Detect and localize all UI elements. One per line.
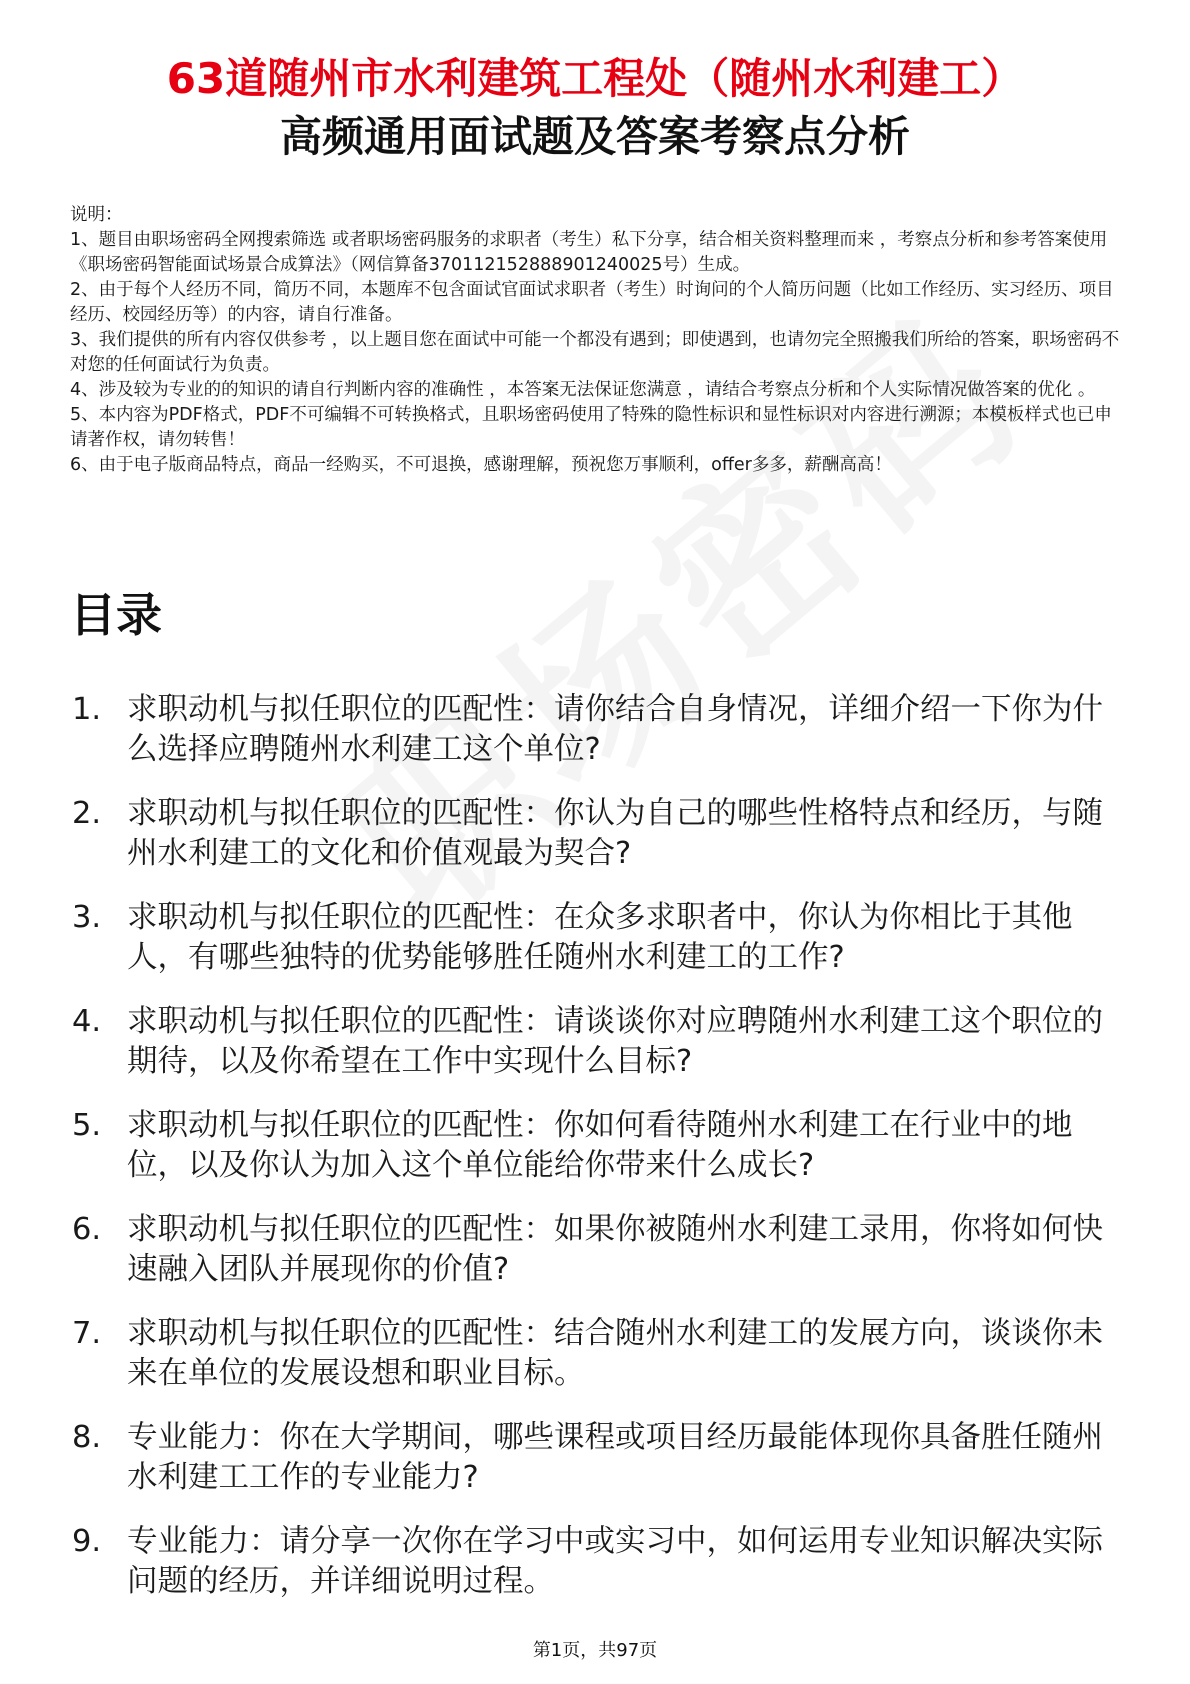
toc-item[interactable]	[72, 1002, 1132, 1082]
toc-item-text: 求职动机与拟任职位的匹配性：如果你被随州水利建工录用，你将如何快速融入团队并展现你的价值?	[127, 1212, 1103, 1287]
toc-item-number: 8.	[72, 1420, 102, 1455]
toc-item[interactable]	[72, 1522, 1132, 1602]
toc-list	[72, 690, 1132, 1626]
toc-item[interactable]	[72, 1210, 1132, 1290]
note-item: 6、由于电子版商品特点，商品一经购买，不可退换，感谢理解，预祝您万事顺利，offer多多，薪酬高高！	[70, 455, 892, 475]
page-title	[60, 50, 1130, 166]
toc-item[interactable]	[72, 898, 1132, 978]
toc-item-number: 7.	[72, 1316, 102, 1351]
toc-item-number: 4.	[72, 1004, 102, 1039]
title-line-1: 63道随州市水利建筑工程处（随州水利建工）	[166, 54, 1024, 103]
toc-heading: 目录	[70, 588, 162, 642]
toc-item-number: 1.	[72, 692, 102, 727]
toc-item-number: 2.	[72, 796, 102, 831]
toc-item-text: 求职动机与拟任职位的匹配性：你如何看待随州水利建工在行业中的地位，以及你认为加入这个单位能给你带来什么成长?	[127, 1108, 1073, 1183]
toc-item-number: 6.	[72, 1212, 102, 1247]
toc-item-number: 5.	[72, 1108, 102, 1143]
toc-item-text: 求职动机与拟任职位的匹配性：你认为自己的哪些性格特点和经历，与随州水利建工的文化和价值观最为契合?	[127, 796, 1103, 871]
note-item: 3、我们提供的所有内容仅供参考 ，以上题目您在面试中可能一个都没有遇到；即使遇到，也请勿完全照搬我们所给的答案，职场密码不对您的任何面试行为负责。	[70, 330, 1120, 375]
toc-item-text: 求职动机与拟任职位的匹配性：请你结合自身情况，详细介绍一下你为什么选择应聘随州水利建工这个单位?	[127, 692, 1103, 767]
toc-item[interactable]	[72, 1418, 1132, 1498]
title-line-2: 高频通用面试题及答案考察点分析	[279, 112, 910, 161]
toc-item-text: 专业能力：你在大学期间，哪些课程或项目经历最能体现你具备胜任随州水利建工工作的专业能力?	[127, 1420, 1103, 1495]
toc-item-text: 求职动机与拟任职位的匹配性：请谈谈你对应聘随州水利建工这个职位的期待，以及你希望在工作中实现什么目标?	[127, 1004, 1103, 1079]
note-item: 4、涉及较为专业的的知识的请自行判断内容的准确性 ，本答案无法保证您满意 ，请结合考察点分析和个人实际情况做答案的优化 。	[70, 380, 1096, 400]
page-number: 第1页，共97页	[532, 1640, 658, 1661]
toc-item-text: 专业能力：请分享一次你在学习中或实习中，如何运用专业知识解决实际问题的经历，并详细说明过程。	[127, 1524, 1103, 1599]
toc-item-number: 9.	[72, 1524, 102, 1559]
toc-item[interactable]	[72, 1314, 1132, 1394]
toc-item[interactable]	[72, 1106, 1132, 1186]
toc-item-number: 3.	[72, 900, 102, 935]
note-item: 1、题目由职场密码全网搜索筛选 或者职场密码服务的求职者（考生）私下分享，结合相关资料整理而来 ，考察点分析和参考答案使用《职场密码智能面试场景合成算法》（网信算备370112152888901240025号）生成。	[70, 230, 1108, 275]
note-item: 5、本内容为PDF格式，PDF不可编辑不可转换格式，且职场密码使用了特殊的隐性标识和显性标识对内容进行溯源；本模板样式也已申请著作权，请勿转售！	[70, 405, 1112, 450]
notes-section	[70, 203, 1120, 478]
toc-item-text: 求职动机与拟任职位的匹配性：在众多求职者中，你认为你相比于其他人，有哪些独特的优势能够胜任随州水利建工的工作?	[127, 900, 1073, 975]
toc-item[interactable]	[72, 690, 1132, 770]
note-item: 2、由于每个人经历不同，简历不同，本题库不包含面试官面试求职者（考生）时询问的个人简历问题（比如工作经历、实习经历、项目经历、校园经历等）的内容，请自行准备。	[70, 280, 1114, 325]
toc-item[interactable]	[72, 794, 1132, 874]
notes-label: 说明：	[70, 205, 123, 225]
toc-item-text: 求职动机与拟任职位的匹配性：结合随州水利建工的发展方向，谈谈你未来在单位的发展设想和职业目标。	[127, 1316, 1103, 1391]
